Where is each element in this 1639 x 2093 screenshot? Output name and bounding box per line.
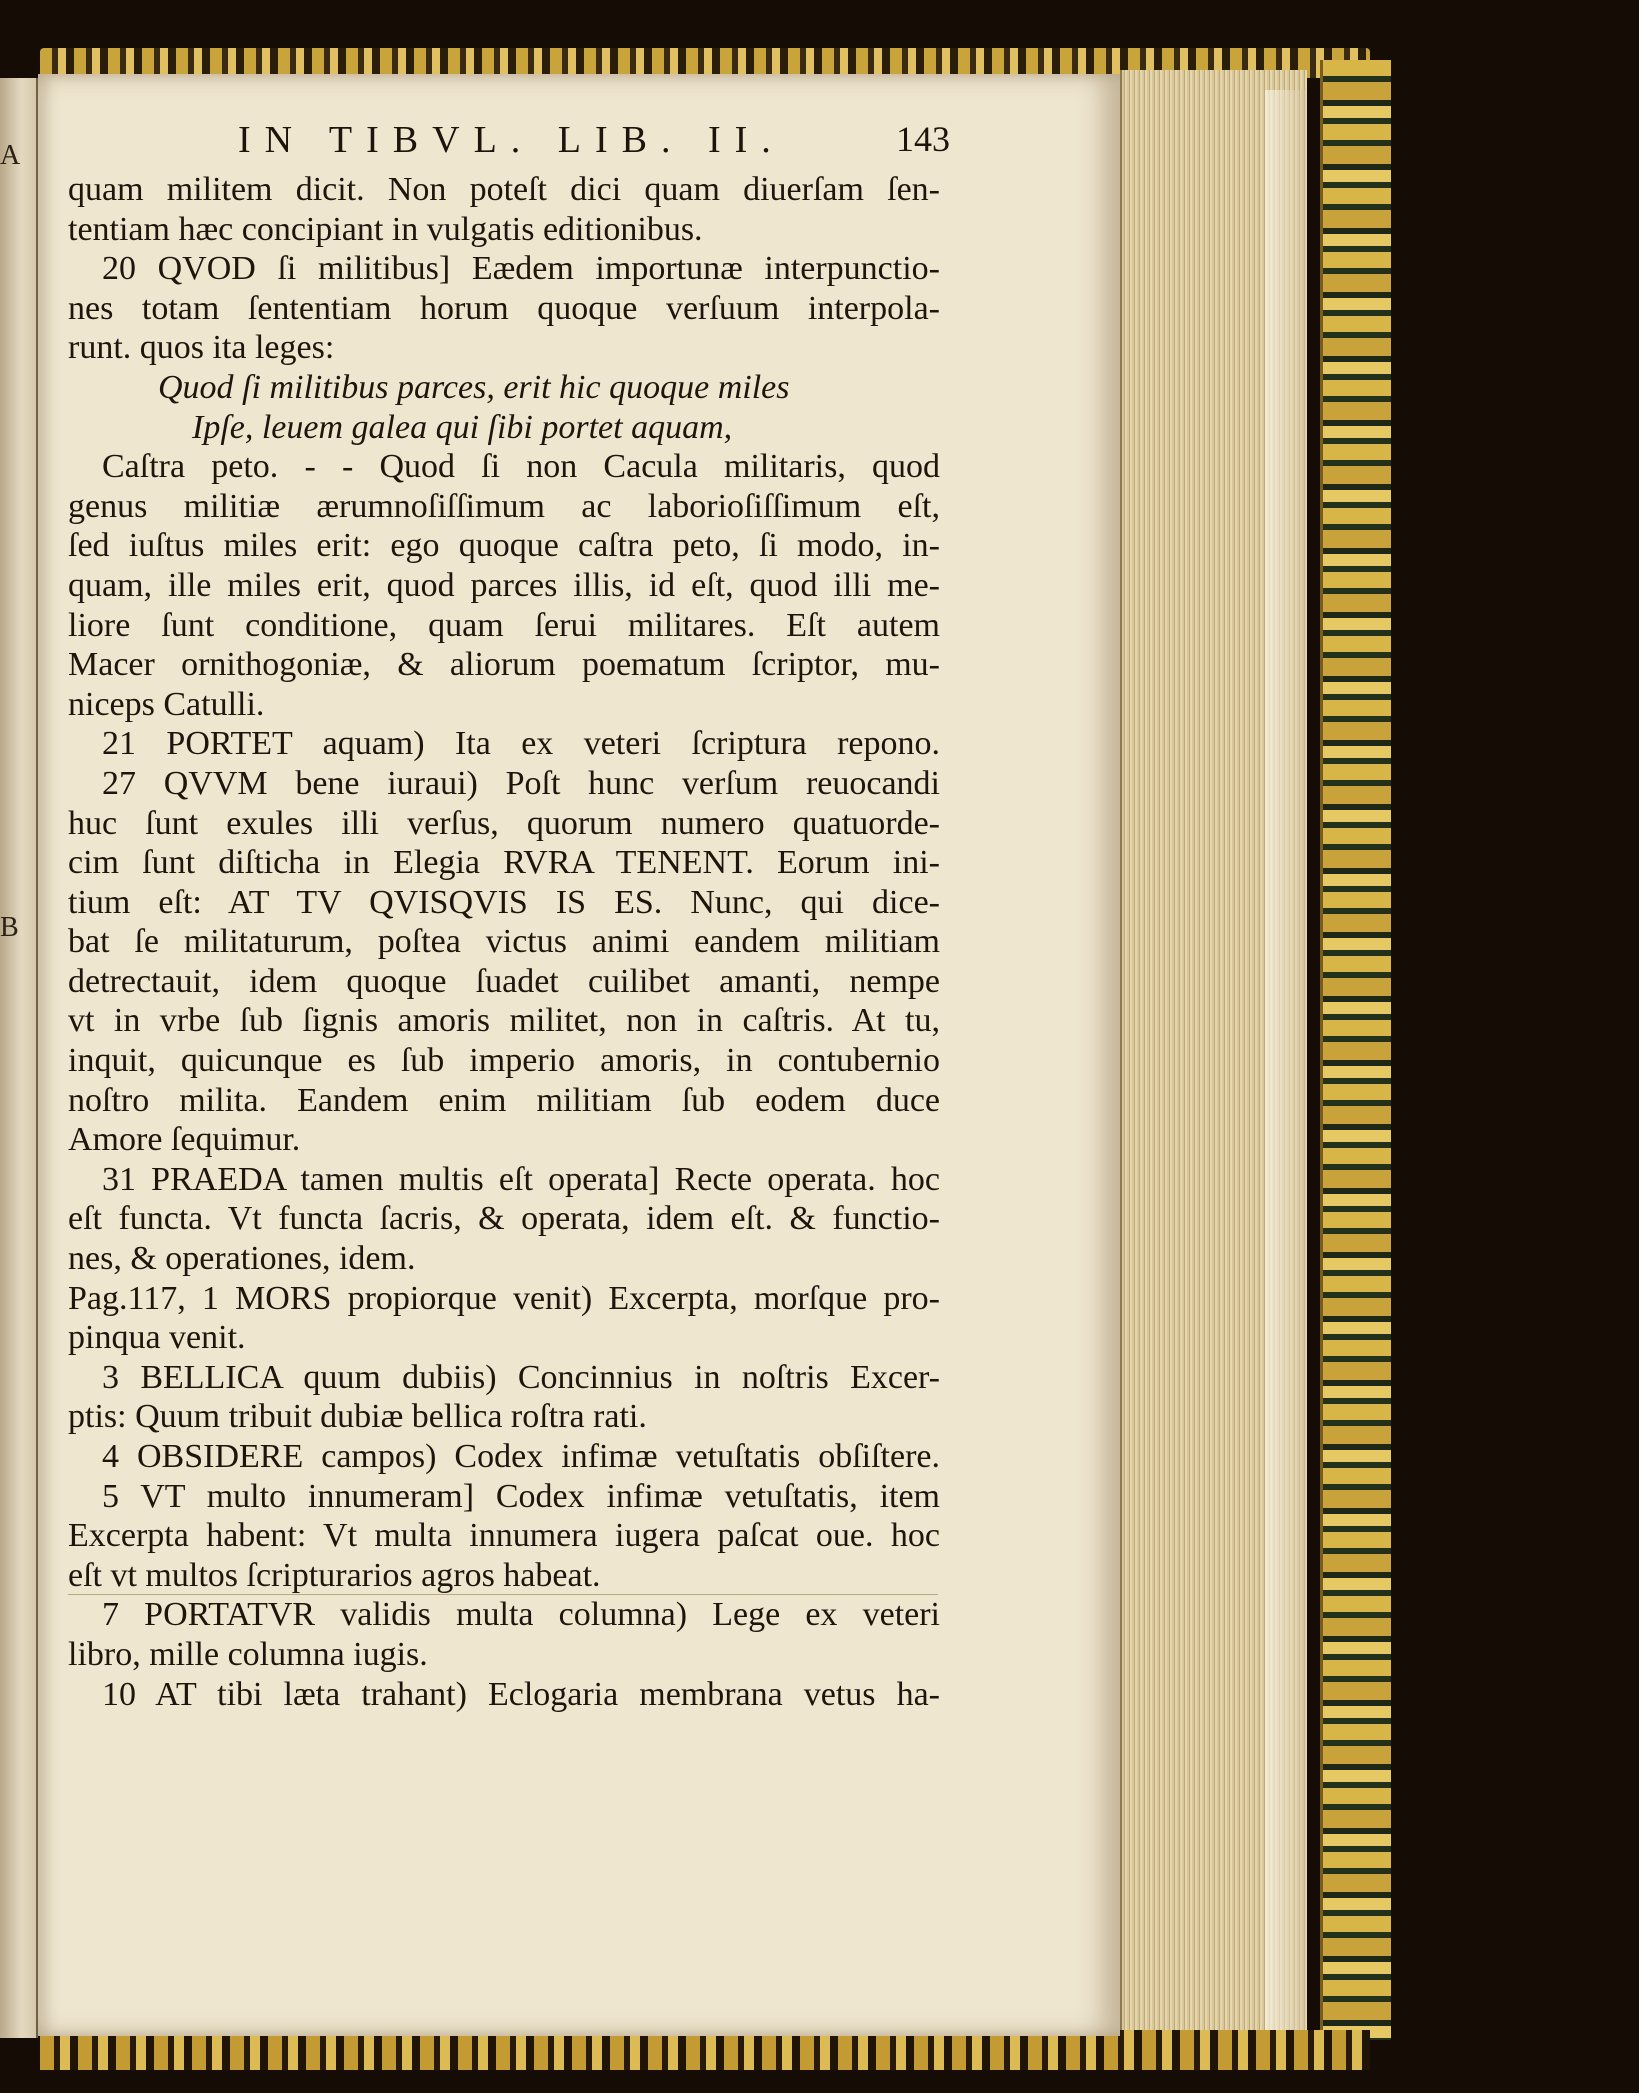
commentary-text xyxy=(68,170,940,1714)
text-line: Macer ornithogoniæ, & aliorum poematum ſcriptor, mu- xyxy=(68,646,940,684)
text-line: nes totam ſententiam horum quoque verſuum interpola- xyxy=(68,289,940,327)
text-line: noſtro milita. Eandem enim militiam ſub eodem duce xyxy=(68,1081,940,1119)
gilt-bottom-border xyxy=(40,2030,1370,2070)
text-line: Amore ſequimur. xyxy=(68,1121,301,1159)
page-number: 143 xyxy=(896,119,950,159)
text-line: 27 QVVM bene iuraui) Poſt hunc verſum reuocandi xyxy=(102,764,940,802)
text-line: eſt vt multos ſcripturarios agros habeat. xyxy=(68,1556,601,1594)
text-line: 5 VT multo innumeram] Codex infimæ vetuſtatis, item xyxy=(102,1477,940,1515)
text-line: runt. quos ita leges: xyxy=(68,329,335,367)
text-line: tentiam hæc concipiant in vulgatis editionibus. xyxy=(68,210,703,248)
text-line: ptis: Quum tribuit dubiæ bellica roſtra rati. xyxy=(68,1398,647,1436)
book-page xyxy=(38,74,1120,2036)
text-line: 7 PORTATVR validis multa columna) Lege ex veteri xyxy=(102,1596,940,1634)
text-line: liore ſunt conditione, quam ſerui militares. Eſt autem xyxy=(68,606,940,644)
running-title: IN TIBVL. LIB. II. xyxy=(238,119,785,161)
left-margin-mark-b: B xyxy=(0,912,19,943)
page-bottom-rule xyxy=(68,1594,938,1595)
text-line: quam, ille miles erit, quod parces illis, id eſt, quod illi me- xyxy=(68,566,940,604)
text-line: huc ſunt exules illi verſus, quorum numero quatuorde- xyxy=(68,804,940,842)
text-line: cim ſunt diſticha in Elegia RVRA TENENT. Eorum ini- xyxy=(68,844,940,882)
text-line: 31 PRAEDA tamen multis eſt operata] Recte operata. hoc xyxy=(102,1160,940,1198)
verse-line: Quod ſi militibus parces, erit hic quoque miles xyxy=(158,368,790,406)
text-line: libro, mille columna iugis. xyxy=(68,1635,428,1673)
text-line: 20 QVOD ſi militibus] Eædem importunæ interpunctio- xyxy=(102,250,940,288)
text-line: detrectauit, idem quoque ſuadet cuilibet amanti, nempe xyxy=(68,962,940,1000)
text-line: nes, & operationes, idem. xyxy=(68,1240,416,1278)
text-line: bat ſe militaturum, poſtea victus animi eandem militiam xyxy=(68,923,940,961)
text-line: niceps Catulli. xyxy=(68,685,265,723)
left-margin-mark-a: A xyxy=(0,140,21,171)
text-line: vt in vrbe ſub ſignis amoris militet, non in caſtris. At tu, xyxy=(68,1002,940,1040)
text-line: Caſtra peto. - - Quod ſi non Cacula militaris, quod xyxy=(102,448,940,486)
adjoining-left-page xyxy=(0,78,38,2038)
text-line: Pag.117, 1 MORS propiorque venit) Excerpta, morſque pro- xyxy=(68,1279,940,1317)
text-line: 3 BELLICA quum dubiis) Concinnius in noſtris Excer- xyxy=(102,1358,940,1396)
verse-line: Ipſe, leuem galea qui ſibi portet aquam, xyxy=(192,408,733,446)
fore-edge-highlight xyxy=(1265,90,1305,2030)
text-line: 21 PORTET aquam) Ita ex veteri ſcriptura repono. xyxy=(102,725,940,763)
text-line: 10 AT tibi læta trahant) Eclogaria membrana vetus ha- xyxy=(102,1675,940,1713)
text-line: tium eſt: AT TV QVISQVIS IS ES. Nunc, qui dice- xyxy=(68,883,940,921)
text-line: eſt functa. Vt functa ſacris, & operata, idem eſt. & functio- xyxy=(68,1200,940,1238)
text-line: inquit, quicunque es ſub imperio amoris, in contubernio xyxy=(68,1042,940,1080)
text-line: Excerpta habent: Vt multa innumera iugera paſcat oue. hoc xyxy=(68,1517,940,1555)
text-line: 4 OBSIDERE campos) Codex infimæ vetuſtatis obſiſtere. xyxy=(102,1438,940,1475)
text-line: genus militiæ ærumnoſiſſimum ac laborioſiſſimum eſt, xyxy=(68,487,940,525)
text-line: ſed iuſtus miles erit: ego quoque caſtra peto, ſi modo, in- xyxy=(68,527,940,565)
gilt-cover-border xyxy=(1320,60,1391,2040)
text-line: quam militem dicit. Non poteſt dici quam diuerſam ſen- xyxy=(68,171,940,208)
text-line: pinqua venit. xyxy=(68,1319,246,1357)
